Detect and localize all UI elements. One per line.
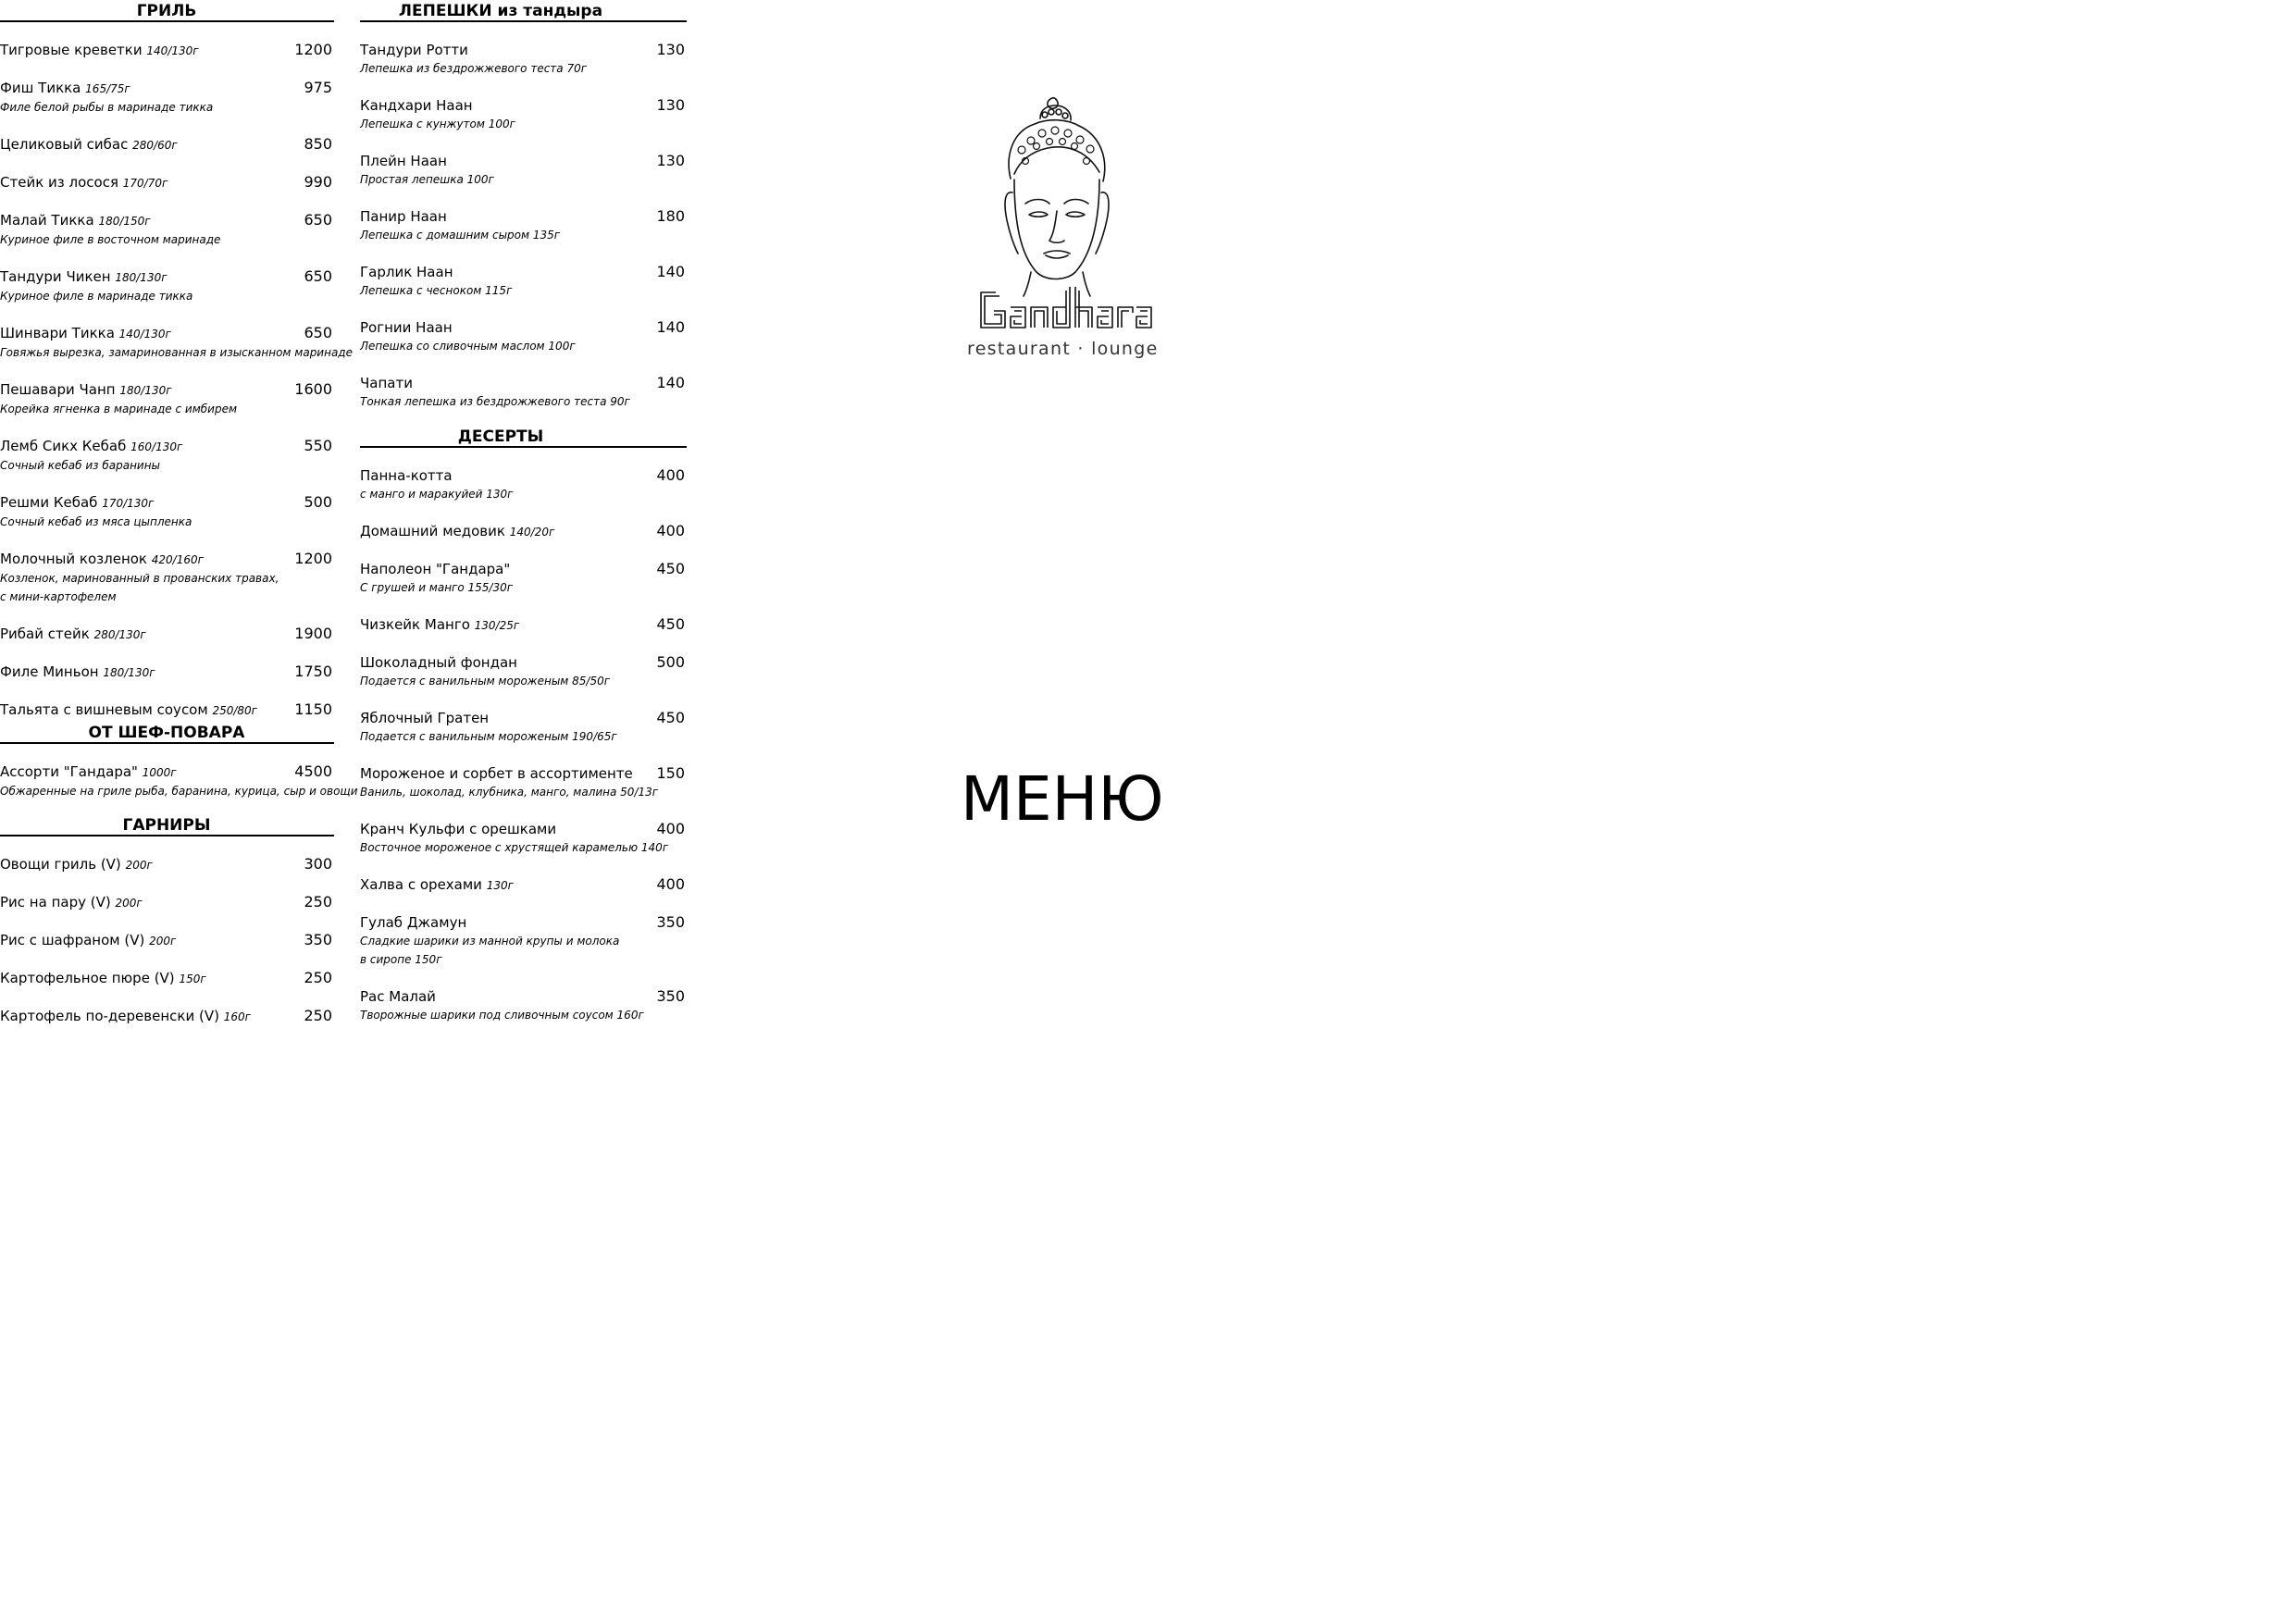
dish-price: 350 [656,987,685,1005]
dish-name-text: Тальята с вишневым соусом [0,701,208,718]
dish-name-text: Малай Тикка [0,212,94,229]
dish-description: Простая лепешка 100г [360,173,494,186]
section-title: ЛЕПЕШКИ из тандыра [398,2,603,20]
dish-price: 975 [304,79,332,96]
section-breads [360,2,687,411]
dish-name-text: Целиковый сибас [0,136,129,153]
dish-price: 550 [304,437,332,454]
menu-item [360,96,687,133]
dish-name-text: Рибай стейк [0,626,90,642]
dish-price: 150 [656,764,685,782]
dish-name [360,615,687,635]
menu-item [0,380,334,418]
dish-name-text: Мороженое и сорбет в ассортименте [360,765,633,782]
dish-name-text: Овощи гриль (V) [0,856,121,873]
dish-name-text: Рас Малай [360,988,436,1005]
dish-name [0,855,334,874]
dish-description: Куриное филе в восточном маринаде [0,233,221,246]
menu-item [0,762,358,800]
dish-name [0,550,334,569]
dish-price: 140 [656,318,685,336]
dish-price: 990 [304,173,332,191]
dish-name-text: Кранч Кульфи с орешками [360,821,557,837]
dish-name-text: Гулаб Джамун [360,914,467,931]
dish-name-text: Чапати [360,375,413,391]
menu-item [0,700,334,720]
dish-name-text: Рис на пару (V) [0,894,111,911]
dish-name [360,466,687,485]
dish-weight: 200г [115,897,143,910]
dish-price: 4500 [294,762,332,780]
dish-name-text: Яблочный Гратен [360,710,490,726]
dish-name-text: Тигровые креветки [0,42,143,58]
dish-description: Корейка ягненка в маринаде с имбирем [0,403,238,415]
dish-name [360,522,687,541]
dish-price: 1750 [294,663,332,680]
dish-description: Филе белой рыбы в маринаде тикка [0,101,214,114]
section-title: ОТ ШЕФ-ПОВАРА [88,724,245,742]
dish-name [360,318,687,337]
dish-description: Лепешка с кунжутом 100г [360,118,515,130]
dish-name [0,79,334,98]
dish-name [0,700,334,720]
section-heading [360,427,687,448]
section-heading [0,724,334,744]
dish-description: Восточное мороженое с хрустящей карамелью 140г [360,841,669,854]
dish-name [360,875,687,895]
dish-description: Сочный кебаб из мяса цыпленка [0,515,192,528]
dish-weight: 180/130г [115,271,168,284]
menu-item [360,522,687,541]
dish-price: 400 [656,820,685,837]
menu-item [360,41,687,78]
dish-name-text: Рогнии Наан [360,319,453,336]
dish-name [360,987,687,1006]
menu-item [360,207,687,244]
dish-weight: 280/60г [132,139,178,152]
menu-item [360,709,687,746]
menu-item [360,615,687,635]
menu-item [0,931,334,950]
menu-item [0,135,334,155]
dish-description: Лепешка с домашним сыром 135г [360,229,561,242]
dish-name-text: Фиш Тикка [0,80,81,96]
menu-item-list [0,41,353,720]
dish-name [360,41,687,59]
section-title: ДЕСЕРТЫ [457,427,544,446]
menu-item [0,324,353,362]
dish-description: Сладкие шарики из манной крупы и молока [360,935,620,948]
menu-item [0,173,334,192]
menu-item [360,263,687,300]
dish-name-text: Кандхари Наан [360,97,473,114]
dish-price: 140 [656,263,685,280]
dish-name [360,207,687,226]
menu-item [360,987,687,1024]
dish-description: Творожные шарики под сливочным соусом 160г [360,1009,644,1022]
dish-weight: 420/160г [151,553,204,566]
dish-weight: 170/70г [122,177,168,190]
dish-description: Обжаренные на гриле рыба, баранина, курица, сыр и овощи [0,785,358,798]
dish-name [0,267,334,287]
dish-price: 650 [304,211,332,229]
dish-price: 400 [656,875,685,893]
dish-name-text: Шоколадный фондан [360,654,517,671]
dish-price: 400 [656,522,685,539]
dish-description: Ваниль, шоколад, клубника, манго, малина 50/13г [360,786,659,799]
dish-price: 350 [304,931,332,948]
dish-name [0,762,334,782]
dish-name [0,135,334,155]
dish-name [0,437,334,456]
dish-name [0,1007,334,1026]
dish-price: 1200 [294,41,332,58]
dish-name-text: Плейн Наан [360,153,447,169]
menu-title: МЕНЮ [961,763,1164,835]
dish-price: 650 [304,267,332,285]
dish-price: 1150 [294,700,332,718]
menu-item [0,41,334,60]
dish-name [0,893,334,912]
dish-price: 180 [656,207,685,225]
section-chef [0,724,358,800]
dish-description: в сиропе 150г [360,953,442,966]
dish-name-text: Стейк из лосося [0,174,118,191]
dish-name-text: Домашний медовик [360,523,505,539]
dish-weight: 170/130г [102,497,155,510]
menu-item [0,625,334,644]
dish-name-text: Панна-котта [360,467,453,484]
dish-name [0,173,334,192]
menu-item [0,493,334,531]
dish-price: 140 [656,374,685,391]
menu-item [0,969,334,988]
dish-description: с мини-картофелем [0,590,117,603]
dish-price: 350 [656,913,685,931]
dish-name [0,324,334,343]
dish-name-text: Филе Миньон [0,663,99,680]
dish-price: 500 [304,493,332,511]
dish-name [360,764,687,783]
restaurant-tagline: restaurant · lounge [967,339,1159,359]
menu-item [360,764,687,801]
dish-description: Лепешка из бездрожжевого теста 70г [360,62,588,75]
dish-name [0,41,334,60]
section-heading [0,2,334,22]
dish-description: Куриное филе в маринаде тикка [0,290,193,303]
dish-weight: 140/130г [146,44,199,57]
dish-description: Говяжья вырезка, замаринованная в изысканном маринаде [0,346,353,359]
section-heading [0,816,334,836]
dish-price: 300 [304,855,332,873]
menu-item [0,893,334,912]
dish-price: 450 [656,709,685,726]
dish-weight: 160г [223,1010,251,1023]
menu-item [360,374,687,411]
menu-item-list [0,855,334,1026]
dish-weight: 140/20г [509,526,555,539]
dish-name [360,374,687,392]
dish-price: 850 [304,135,332,153]
section-grill [0,2,353,720]
dish-name-text: Лемб Сикх Кебаб [0,438,127,454]
dish-name-text: Чизкейк Манго [360,616,470,633]
menu-item [0,267,334,305]
dish-name-text: Молочный козленок [0,551,147,567]
dish-description: с манго и маракуйей 130г [360,488,514,501]
dish-name [360,653,687,672]
menu-item [0,211,334,249]
dish-price: 450 [656,560,685,577]
buddha-logo-icon [962,91,1166,368]
dish-name-text: Картофельное пюре (V) [0,970,175,986]
dish-price: 500 [656,653,685,671]
dish-description: Козленок, маринованный в прованских травах, [0,572,279,585]
dish-name-text: Рис с шафраном (V) [0,932,145,948]
dish-name [0,969,334,988]
dish-description: Лепешка с чесноком 115г [360,284,513,297]
menu-item [0,79,334,117]
dish-price: 130 [656,96,685,114]
dish-name-text: Халва с орехами [360,876,482,893]
dish-weight: 200г [125,859,153,872]
dish-name-text: Тандури Ротти [360,42,468,58]
menu-item [0,550,334,606]
dish-name-text: Решми Кебаб [0,494,98,511]
dish-name-text: Наполеон "Гандара" [360,561,511,577]
dish-name [0,211,334,230]
dish-price: 1200 [294,550,332,567]
dish-weight: 165/75г [85,82,130,95]
dish-weight: 180/130г [103,666,155,679]
menu-item-list [360,466,687,1024]
menu-item-list [0,762,358,800]
menu-item [0,1007,334,1026]
dish-name [0,931,334,950]
dish-weight: 180/150г [98,215,151,228]
menu-item [360,318,687,355]
dish-price: 130 [656,152,685,169]
dish-name [360,560,687,578]
dish-weight: 1000г [142,766,177,779]
dish-price: 450 [656,615,685,633]
menu-item [360,913,687,969]
dish-price: 400 [656,466,685,484]
section-title: ГРИЛЬ [136,2,197,20]
dish-price: 250 [304,1007,332,1024]
dish-weight: 250/80г [212,704,257,717]
dish-price: 1600 [294,380,332,398]
dish-name [0,663,334,682]
menu-item [360,875,687,895]
section-sides [0,816,334,1026]
dish-description: Подается с ванильным мороженым 190/65г [360,730,617,743]
dish-weight: 130г [486,879,514,892]
menu-item [360,560,687,597]
dish-name [360,263,687,281]
dish-weight: 200г [149,935,177,948]
dish-description: Лепешка со сливочным маслом 100г [360,340,576,353]
dish-name-text: Картофель по-деревенски (V) [0,1008,219,1024]
menu-item [0,663,334,682]
menu-item [360,152,687,189]
menu-item [0,855,334,874]
dish-price: 1900 [294,625,332,642]
dish-name [360,709,687,727]
dish-name [0,625,334,644]
dish-price: 650 [304,324,332,341]
dish-weight: 150г [179,973,206,985]
menu-item [0,437,334,475]
dish-name [360,820,687,838]
dish-price: 130 [656,41,685,58]
menu-item [360,820,687,857]
dish-name-text: Гарлик Наан [360,264,453,280]
menu-item [360,466,687,503]
dish-weight: 160/130г [130,440,183,453]
dish-price: 250 [304,893,332,911]
menu-item [360,653,687,690]
dish-name-text: Пешавари Чанп [0,381,116,398]
dish-weight: 180/130г [119,384,172,397]
dish-weight: 140/130г [118,328,171,341]
dish-name [360,913,687,932]
dish-weight: 280/130г [93,628,146,641]
section-heading [360,2,687,22]
menu-item-list [360,41,687,411]
dish-name-text: Панир Наан [360,208,447,225]
dish-description: С грушей и манго 155/30г [360,581,514,594]
dish-description: Тонкая лепешка из бездрожжевого теста 90г [360,395,630,408]
section-desserts [360,427,687,1024]
dish-description: Подается с ванильным мороженым 85/50г [360,675,611,688]
dish-name-text: Тандури Чикен [0,268,111,285]
dish-description: Сочный кебаб из баранины [0,459,161,472]
dish-name [360,96,687,115]
dish-name-text: Шинвари Тикка [0,325,115,341]
dish-name [0,493,334,513]
dish-name [0,380,334,400]
dish-price: 250 [304,969,332,986]
dish-name-text: Ассорти "Гандара" [0,763,138,780]
dish-weight: 130/25г [474,619,520,632]
dish-name [360,152,687,170]
section-title: ГАРНИРЫ [122,816,211,835]
